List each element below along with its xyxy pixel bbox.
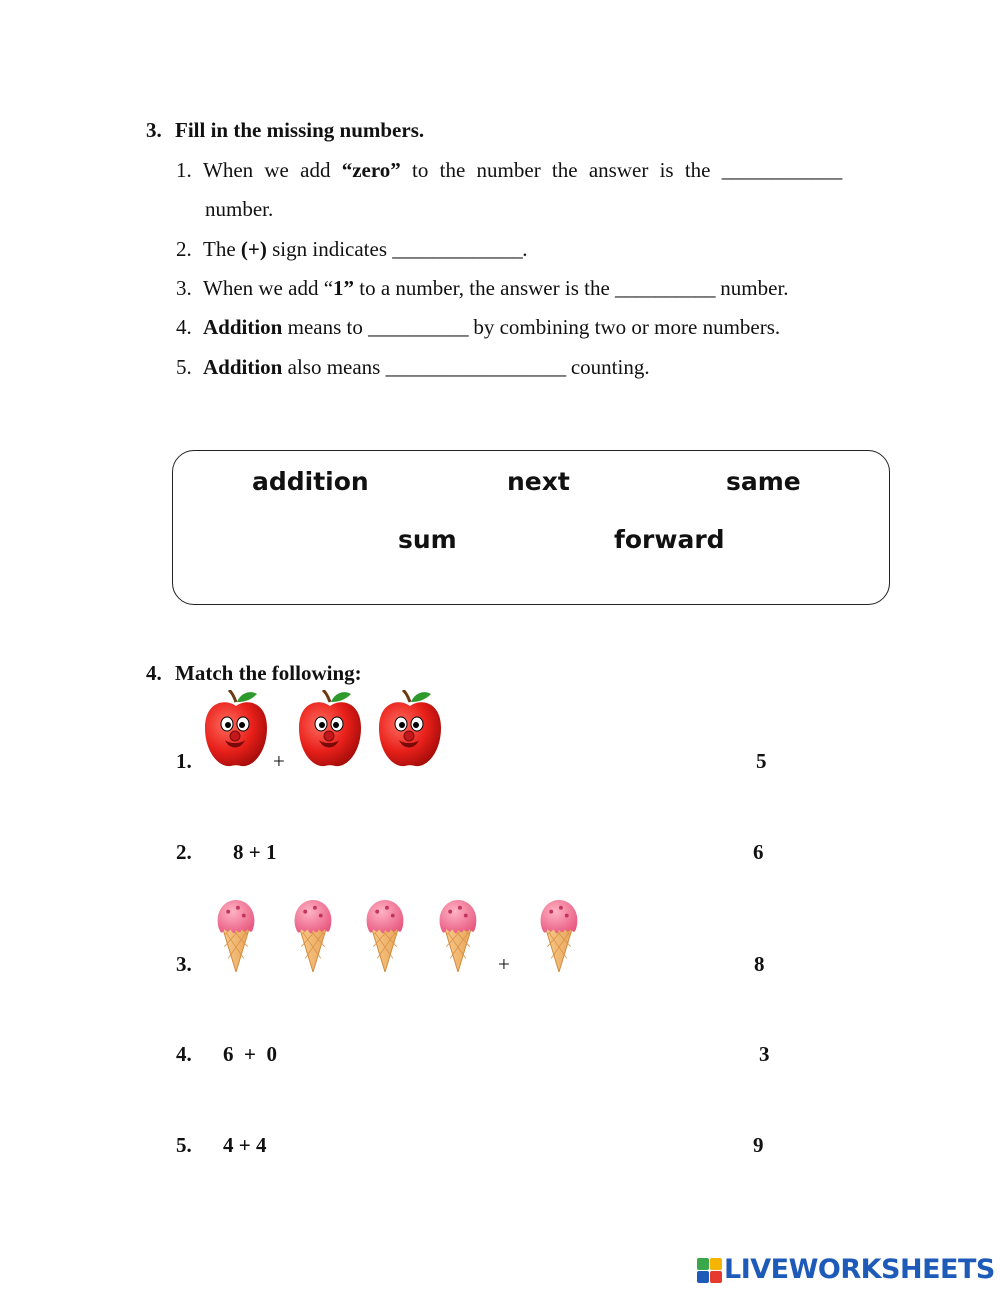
section-4-number: 4. — [146, 661, 162, 685]
match-answer-3[interactable]: 3 — [759, 1042, 770, 1066]
section-3-heading — [146, 118, 424, 143]
item-text — [203, 237, 528, 261]
text-part: to the number the answer is the — [400, 158, 722, 182]
item-number: 3. — [176, 276, 192, 300]
word-next[interactable]: next — [507, 467, 570, 496]
match-row-2-number: 2. — [176, 840, 192, 864]
word-addition[interactable]: addition — [252, 467, 369, 496]
fill-item-1 — [176, 158, 907, 183]
blank-field-5[interactable]: __________________ — [385, 355, 566, 379]
logo-block-l — [697, 1258, 709, 1270]
match-row-3-number: 3. — [176, 952, 192, 976]
item-number: 4. — [176, 315, 192, 339]
section-4-heading — [146, 661, 362, 686]
text-part: sign indicates — [266, 237, 393, 261]
item-number: 5. — [176, 355, 192, 379]
section-3-title: Fill in the missing numbers. — [175, 118, 425, 142]
section-4-title: Match the following: — [175, 661, 362, 685]
match-answer-9[interactable]: 9 — [753, 1133, 764, 1157]
section-3-number: 3. — [146, 118, 162, 142]
text-part: to a number, the answer is the — [354, 276, 616, 300]
ice-cream-icon — [436, 898, 480, 972]
apple-icon — [297, 690, 363, 768]
text-part: by combining two or more numbers. — [468, 315, 781, 339]
blank-field-2[interactable]: _____________ — [392, 237, 523, 261]
text-part: The — [203, 237, 241, 261]
logo-block-e — [710, 1271, 722, 1283]
bold-term: 1” — [333, 276, 355, 300]
text-part: also means — [282, 355, 386, 379]
word-sum[interactable]: sum — [398, 525, 457, 554]
match-answer-6[interactable]: 6 — [753, 840, 764, 864]
match-row-4-expression[interactable]: 6 + 0 — [223, 1042, 277, 1066]
match-row-2-expression[interactable]: 8 + 1 — [233, 840, 277, 864]
item-text — [203, 158, 907, 183]
match-row-5-number: 5. — [176, 1133, 192, 1157]
bold-term: “zero” — [341, 158, 401, 182]
logo-blocks-icon — [697, 1258, 723, 1284]
item-text — [203, 355, 650, 379]
bold-term: Addition — [203, 315, 283, 339]
bold-term: Addition — [203, 355, 283, 379]
text-part: . — [522, 237, 528, 261]
apple-icon — [203, 690, 269, 768]
word-same[interactable]: same — [726, 467, 801, 496]
logo-block-i — [710, 1258, 722, 1270]
item-text — [203, 315, 780, 339]
fill-item-3 — [176, 276, 789, 301]
ice-cream-icon — [537, 898, 581, 972]
bold-term: (+) — [240, 237, 267, 261]
logo-text: LIVEWORKSHEETS — [724, 1254, 995, 1285]
match-row-3-plus: + — [498, 952, 510, 976]
text-part: When we add — [203, 158, 342, 182]
ice-cream-icon — [291, 898, 335, 972]
word-forward[interactable]: forward — [614, 525, 725, 554]
logo-block-v — [697, 1271, 709, 1283]
blank-field-4[interactable]: __________ — [368, 315, 469, 339]
text-part: means to — [282, 315, 369, 339]
text-part: counting. — [565, 355, 650, 379]
match-answer-5[interactable]: 5 — [756, 749, 767, 773]
match-row-1-plus: + — [273, 749, 285, 773]
fill-item-5 — [176, 355, 650, 380]
match-row-5-expression[interactable]: 4 + 4 — [223, 1133, 267, 1157]
blank-field-1[interactable]: ____________ — [721, 158, 842, 182]
blank-field-3[interactable]: __________ — [615, 276, 716, 300]
item-text — [203, 276, 789, 300]
text-part: When we add “ — [203, 276, 334, 300]
word-bank-box — [172, 450, 890, 605]
item-number: 2. — [176, 237, 192, 261]
match-row-4-number: 4. — [176, 1042, 192, 1066]
text-part: number. — [715, 276, 789, 300]
ice-cream-icon — [363, 898, 407, 972]
match-answer-8[interactable]: 8 — [754, 952, 765, 976]
ice-cream-icon — [214, 898, 258, 972]
fill-item-4 — [176, 315, 780, 340]
match-row-1-number: 1. — [176, 749, 192, 773]
apple-icon — [377, 690, 443, 768]
item-number: 1. — [176, 158, 192, 182]
fill-item-2 — [176, 237, 528, 262]
fill-item-1-continuation: number. — [205, 197, 274, 221]
